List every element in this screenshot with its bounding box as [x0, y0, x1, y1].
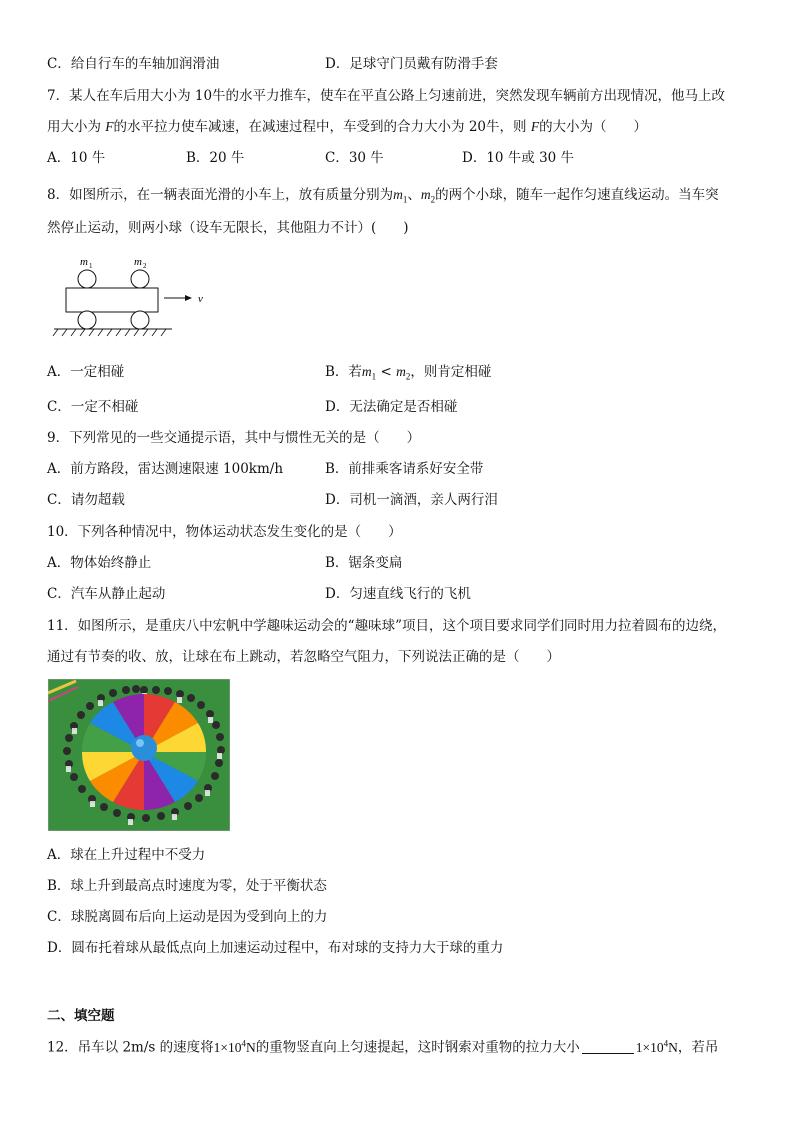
fig-label-v: v	[198, 293, 203, 305]
q9-option-c: C．请勿超载	[47, 492, 125, 508]
q7-option-c: C．30 牛	[325, 150, 384, 166]
q11-parachute-photo	[48, 679, 230, 831]
fig-label-m1: m	[80, 256, 88, 268]
q11-stem-line1: 11．如图所示，是重庆八中宏帆中学趣味运动会的“趣味球”项目，这个项目要求同学们同时用力拉着圆布的边绕，	[47, 618, 726, 634]
q7-option-d: D．10 牛或 30 牛	[462, 150, 575, 166]
ground-hatching	[53, 329, 166, 336]
cart-wheel-right	[131, 311, 149, 329]
q7-option-b: B．20 牛	[186, 150, 245, 166]
q9-stem: 9．下列常见的一些交通提示语，其中与惯性无关的是（ ）	[47, 430, 421, 446]
q7-stem-line1: 7．某人在车后用大小为 10牛的水平力推车，使车在平直公路上匀速前进，突然发现车辆前方出现情况，他马上改	[47, 88, 726, 104]
q6-option-d: D．足球守门员戴有防滑手套	[325, 56, 498, 72]
q11-option-d: D．圆布托着球从最低点向上加速运动过程中，布对球的支持力大于球的重力	[47, 940, 504, 956]
q7-option-a: A．10 牛	[47, 150, 106, 166]
section-heading-fill-in: 二、填空题	[47, 1008, 115, 1024]
q7-stem-line2: 用大小为 F的水平拉力使车减速，在减速过程中，车受到的合力大小为 20牛，则 F的大小为（ ）	[47, 119, 648, 135]
fig-label-m1-sub: 1	[89, 262, 93, 270]
q6-option-c: C．给自行车的车轴加润滑油	[47, 56, 220, 72]
cart-body	[66, 288, 158, 312]
q11-option-c: C．球脱离圆布后向上运动是因为受到向上的力	[47, 909, 328, 925]
q8-option-a: A．一定相碰	[47, 364, 125, 380]
q12-answer-blank[interactable]	[582, 1039, 634, 1054]
ball-m1	[78, 270, 96, 288]
q10-option-d: D．匀速直线飞行的飞机	[325, 586, 471, 602]
q11-option-a: A．球在上升过程中不受力	[47, 847, 206, 863]
q9-option-d: D．司机一滴酒，亲人两行泪	[325, 492, 498, 508]
q12-stem: 12．吊车以 2m/s 的速度将$1\times 10^4N$的重物竖直向上匀速提起，这时钢索对重物的拉力大小 $1\times 10^4N$，若吊	[47, 1038, 719, 1056]
q10-stem: 10．下列各种情况中，物体运动状态发生变化的是（ ）	[47, 524, 402, 540]
q9-option-a: A．前方路段，雷达测速限速 100km/h	[47, 461, 284, 477]
cart-wheel-left	[78, 311, 96, 329]
q10-option-b: B．锯条变扁	[325, 555, 403, 571]
fig-label-m2: m	[134, 256, 142, 268]
fig-label-m2-sub: 2	[143, 262, 147, 270]
q10-option-a: A．物体始终静止	[47, 555, 152, 571]
q8-stem-line1: 8．如图所示，在一辆表面光滑的小车上，放有质量分别为$m_1$、$m_2$的两个小球，随车一起作匀速直线运动。当车突	[47, 187, 719, 205]
q10-option-c: C．汽车从静止起动	[47, 586, 166, 602]
q8-stem-line2: 然停止运动，则两小球（设车无限长，其他阻力不计）( )	[47, 220, 409, 236]
q8-option-b: B．若$m_1 < m_2$，则肯定相碰	[325, 364, 492, 382]
q9-option-b: B．前排乘客请系好安全带	[325, 461, 484, 477]
q8-option-c: C．一定不相碰	[47, 399, 139, 415]
q11-option-b: B．球上升到最高点时速度为零，处于平衡状态	[47, 878, 327, 894]
q8-cart-figure	[48, 252, 228, 338]
ball-m2	[131, 270, 149, 288]
q8-option-d: D．无法确定是否相碰	[325, 399, 458, 415]
velocity-arrowhead	[185, 295, 192, 301]
q11-stem-line2: 通过有节奏的收、放，让球在布上跳动，若忽略空气阻力，下列说法正确的是（ ）	[47, 649, 560, 665]
